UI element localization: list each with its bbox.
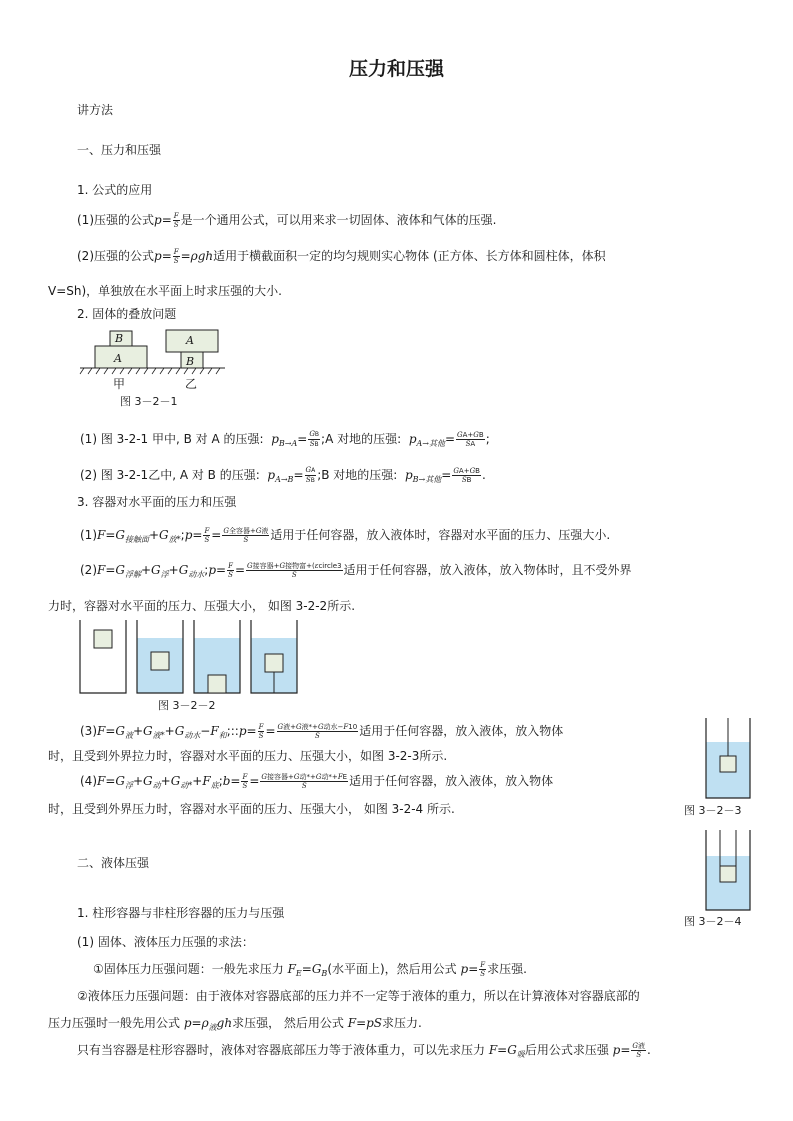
formula-3-cont: 时，且受到外界拉力时，容器对水平面的压力、压强大小，如图 3-2-3所示. <box>48 749 448 763</box>
figure-3-2-1 <box>80 328 230 388</box>
block-b-label-yi: B <box>186 355 195 368</box>
heading-pressure: 一、压力和压强 <box>77 143 162 157</box>
question-2: (2) 图 3-2-1乙中, A 对 B 的压强: $p_{A\to B}=$ $\frac{GA}{SB}$ ;B 对地的压强: $p_{B\to 其他}=$ $\frac{GA+GB}{SB}$ . <box>80 466 486 484</box>
caption-3-2-3: 图 3－2－3 <box>684 804 742 817</box>
formula-4-cont: 时，且受到外界压力时，容器对水平面的压力、压强大小， 如图 3-2-4 所示. <box>48 802 455 816</box>
line-solid-pressure: ①固体压力压强问题：一般先求压力 $F_E=G_B$(水平面上)，然后用公式 p= $\frac{F}{S}$ 求压强. <box>93 961 527 978</box>
subheading-container: 3. 容器对水平面的压力和压强 <box>77 495 237 509</box>
block-a-label-jia: A <box>114 352 122 365</box>
caption-3-2-4: 图 3－2－4 <box>684 915 742 928</box>
figure-3-2-2 <box>80 620 300 695</box>
formula-2: $(2)F=G_{浮解}+G_浮+G_{动水};p=$ $\frac{F}{S}$ = $\frac{\text{G接容器+G接物富+(εcircle3}}{S}$ 适用于任何容器，放入液体，放入物体时，且不受外界 <box>80 562 632 579</box>
question-1: (1) 图 3-2-1 甲中, B 对 A 的压强: $p_{B\to A}=$ $\frac{GB}{SB}$ ;A 对地的压强: $p_{A\to 其他}=$ $\frac{GA+GB}{SA}$ ; <box>80 430 490 448</box>
formula-4: $(4)F=G_浮+G_动+G_{动*}+F_底;b=$ $\frac{F}{S}$ = $\frac{\text{G接容器+G动*+G动*+FE}}{S}$ 适用于任何容器，放入液体，放入物体 <box>80 773 554 790</box>
subheading-methods: (1) 固体、液体压力压强的求法： <box>77 935 254 949</box>
subheading-column-container: 1. 柱形容器与非柱形容器的压力与压强 <box>77 906 285 920</box>
label-yi: 乙 <box>185 377 198 391</box>
subheading-formula: 1. 公式的应用 <box>77 183 153 197</box>
caption-3-2-1: 图 3－2－1 <box>120 395 178 408</box>
formula-2-cont: 力时，容器对水平面的压力、压强大小， 如图 3-2-2所示. <box>48 599 356 613</box>
paragraph-formula-2: (2)压强的公式p= $\frac{F}{S}$ =ρgh适用于横截面积一定的均匀规则实心物体 (正方体、长方体和圆柱体，体积 <box>77 248 606 265</box>
line-column-container: 只有当容器是柱形容器时，液体对容器底部压力等于液体重力，可以先求压力 $F=G_吸$后用公式求压强 p= $\frac{\text{G液}}{S}$ . <box>77 1042 651 1059</box>
figure-3-2-4 <box>705 830 753 912</box>
block-a-label-yi: A <box>186 334 194 347</box>
heading-liquid: 二、液体压强 <box>77 856 150 870</box>
label-jia: 甲 <box>113 377 126 391</box>
paragraph-formula-2-cont: V=Sh)，单独放在水平面上时求压强的大小. <box>48 284 282 298</box>
page-title: 压力和压强 <box>348 58 444 80</box>
caption-3-2-2: 图 3－2－2 <box>158 699 216 712</box>
figure-3-2-3 <box>705 718 753 800</box>
section-label-method: 讲方法 <box>77 103 114 117</box>
line-liquid-pressure-cont: 压力压强时一般先用公式 $p=\rho_液gh$求压强， 然后用公式 F=pS求压力. <box>48 1016 422 1032</box>
formula-1: $(1)F=G_{接触面}+G_{放*};p=$ $\frac{F}{S}$ = $\frac{\text{G全容器+G液}}{S}$ 适用于任何容器，放入液体时，容器对水平面的压力、压强大小. <box>80 527 611 544</box>
paragraph-formula-1: (1)压强的公式p= $\frac{F}{S}$ 是一个通用公式，可以用来求一切固体、液体和气体的压强. <box>77 212 497 229</box>
line-liquid-pressure: ②液体压力压强问题：由于液体对容器底部的压力并不一定等于液体的重力，所以在计算液体对容器底部的 <box>77 989 640 1003</box>
formula-3: $(3)F=G_液+G_{液*}+G_{动水}-F_和;::p=$ $\frac{F}{S}$ = $\frac{\text{G液+G液*+G动水−F10}}{S}$ 适用于任何容器，放入液体，放入物体 <box>80 723 564 740</box>
block-b-label-jia: B <box>115 332 124 345</box>
subheading-stacking: 2. 固体的叠放问题 <box>77 307 177 321</box>
